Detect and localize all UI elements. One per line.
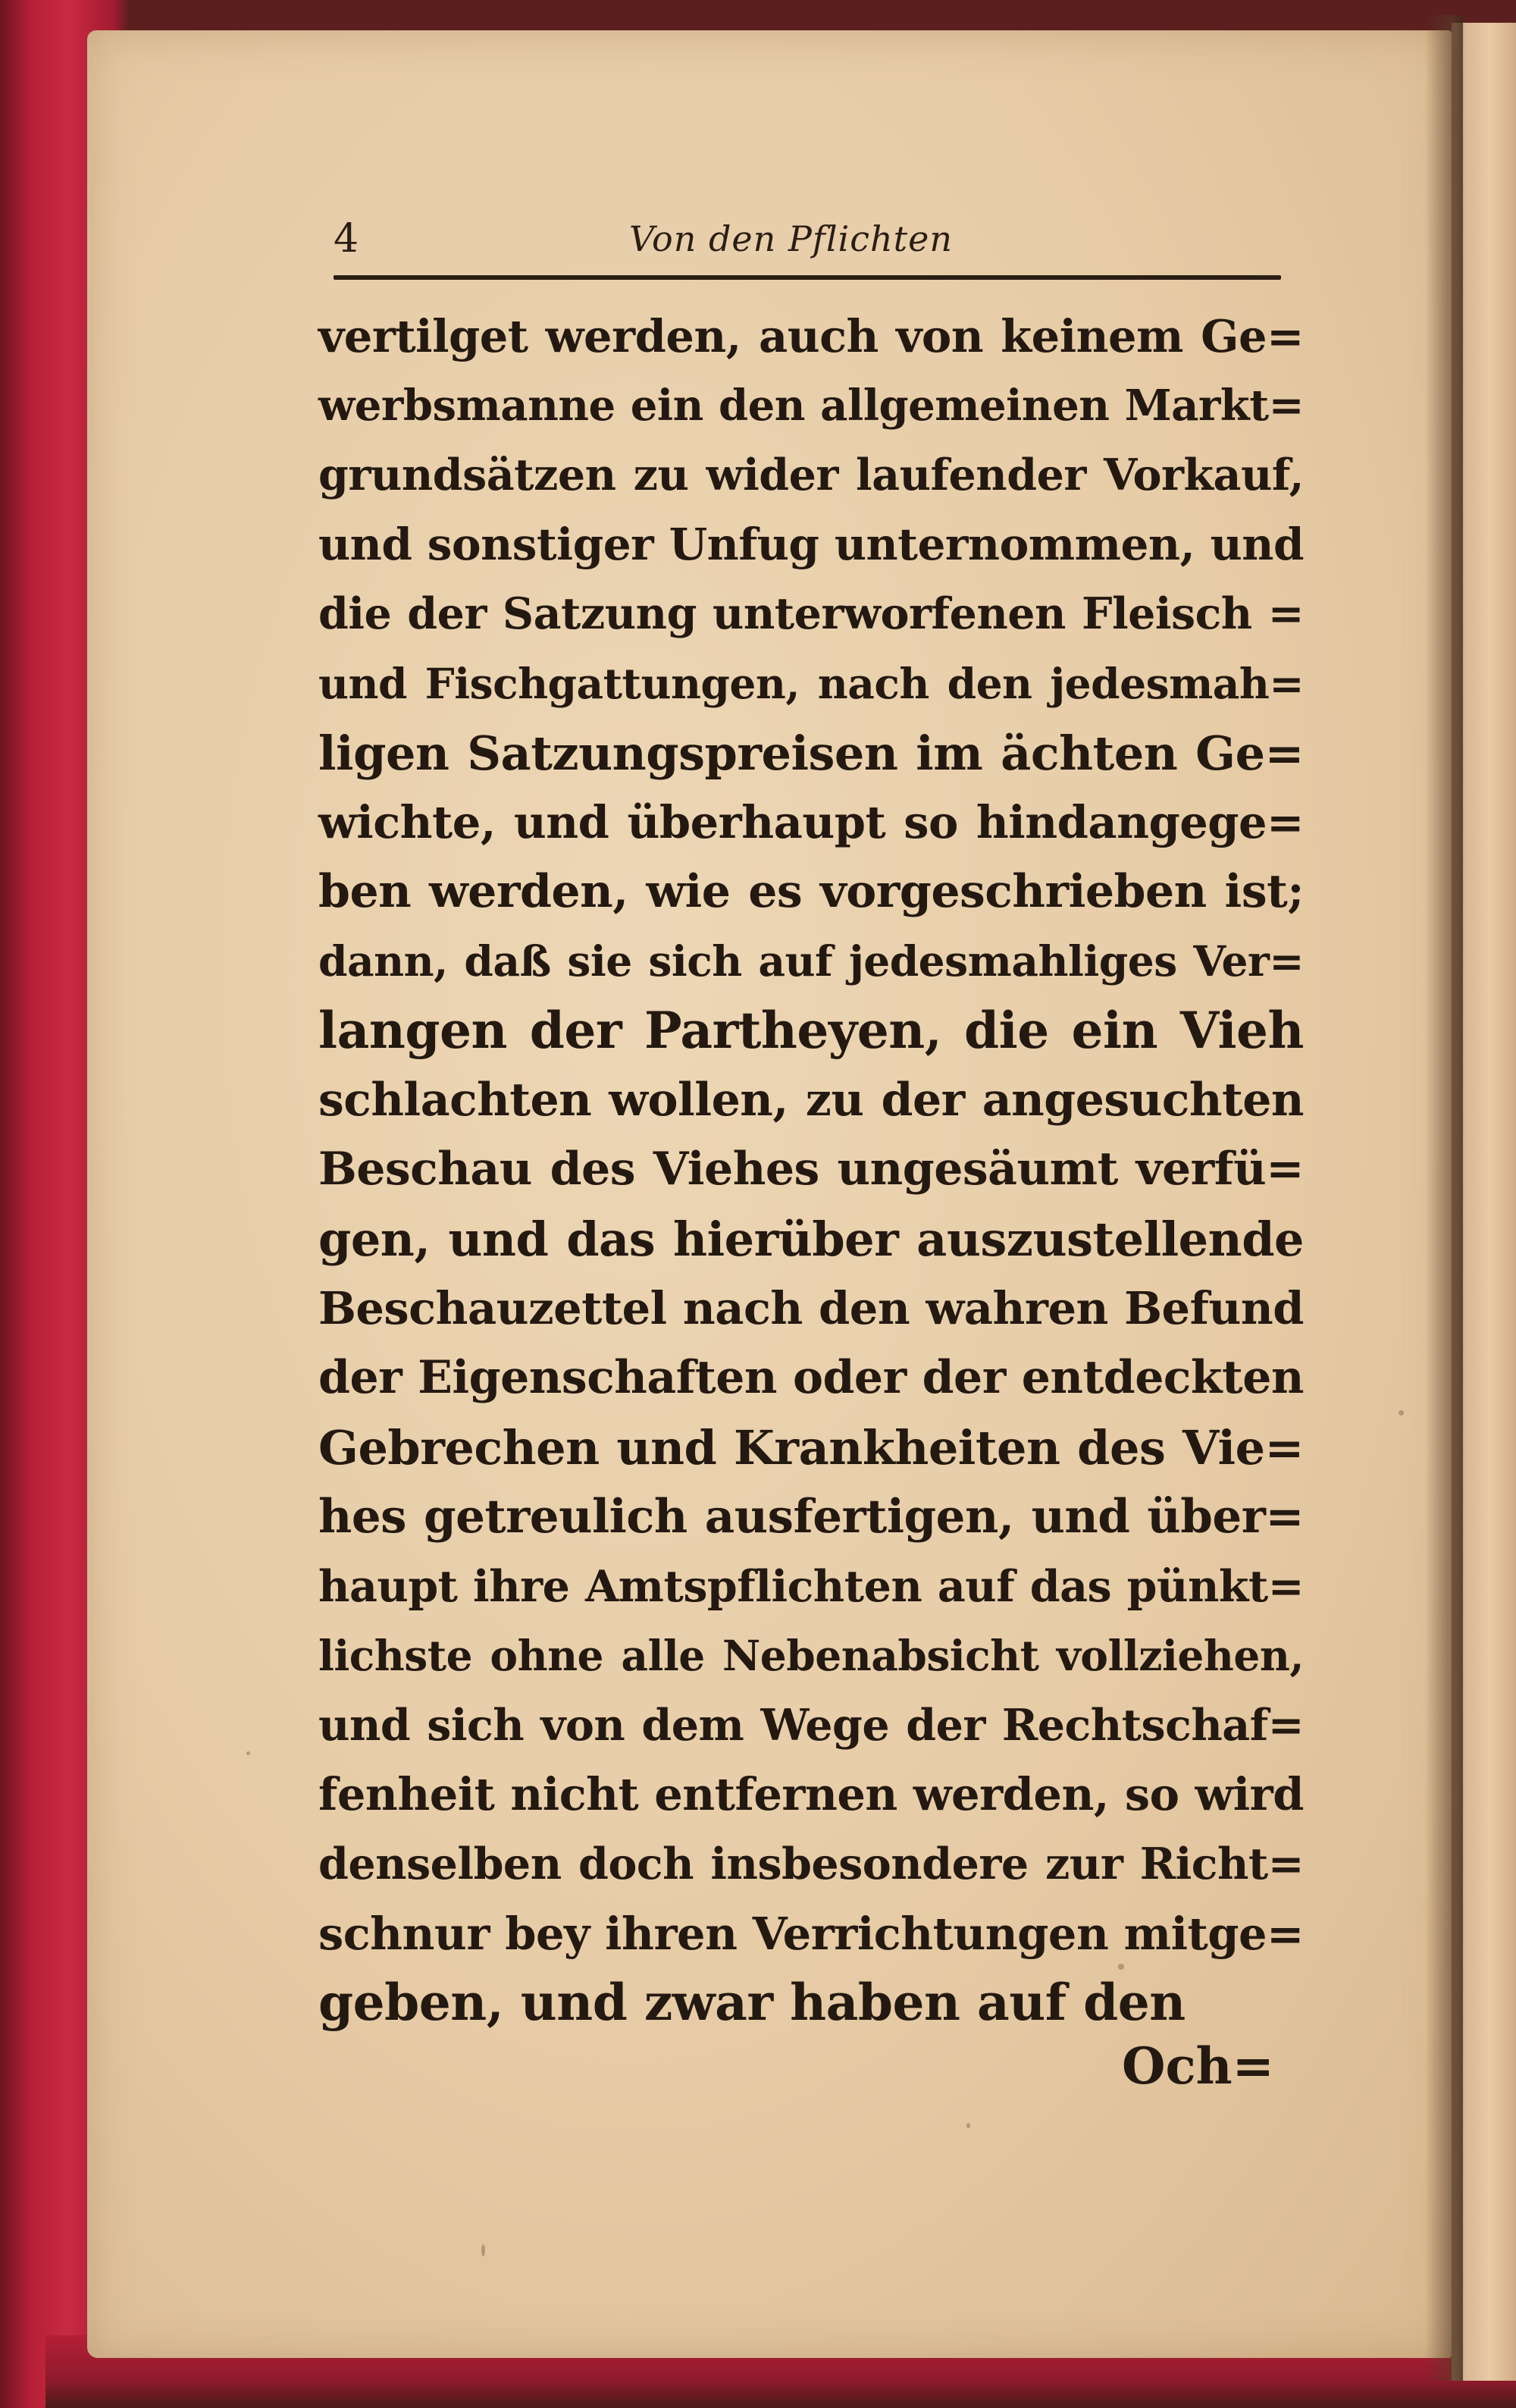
text-line: denselben doch insbesondere zur Richt= [318,1839,1304,1890]
paper-speck [1399,1410,1404,1416]
text-line: schlachten wollen, zu der angesuchten [318,1073,1304,1127]
text-line: lichste ohne alle Nebenabsicht vollziehen, [318,1631,1304,1681]
text-line: die der Satzung unterworfenen Fleisch = [318,588,1304,640]
paper-speck [481,2244,485,2256]
text-line: haupt ihre Amtspflichten auf das pünkt= [318,1560,1304,1612]
text-line: dann, daß sie sich auf jedesmahliges Ver= [318,936,1304,986]
text-line: Gebrechen und Krankheiten des Vie= [318,1419,1304,1475]
text-line: Beschauzettel nach den wahren Befund [318,1282,1304,1335]
text-line: vertilget werden, auch von keinem Ge= [318,310,1304,362]
text-line: ben werden, wie es vorgeschrieben ist; [318,864,1304,918]
text-line: und sich von dem Wege der Rechtschaf= [318,1699,1304,1751]
running-head [334,212,1281,265]
running-head-title: Von den Pflichten [629,218,953,259]
text-line: ligen Satzungspreisen im ächten Ge= [318,725,1304,781]
text-line: der Eigenschaften oder der entdeckten [318,1350,1304,1404]
paper-speck [966,2123,970,2128]
catchword: Och= [1122,2036,1274,2096]
text-line: hes getreulich ausfertigen, und über= [318,1490,1304,1544]
text-line: wichte, und überhaupt so hindangege= [318,796,1304,849]
paper-speck [246,1751,250,1755]
text-line: und sonstiger Unfug unternommen, und [318,518,1304,570]
text-line: Beschau des Viehes ungesäumt verfü= [318,1143,1304,1196]
text-line: langen der Partheyen, die ein Vieh [318,1000,1304,1060]
gutter-shadow [1425,15,1463,2381]
head-rule [334,275,1281,280]
page-number: 4 [334,216,359,262]
text-line: gen, und das hierüber auszustellende [318,1211,1304,1267]
text-line: fenheit nicht entfernen werden, so wird [318,1768,1304,1821]
text-line: grundsätzen zu wider laufender Vorkauf, [318,450,1304,501]
body-text [318,302,1304,2038]
text-line: schnur bey ihren Verrichtungen mitge= [318,1907,1304,1960]
text-line: geben, und zwar haben auf den [318,1973,1186,2033]
text-line: werbsmanne ein den allgemeinen Markt= [318,380,1304,431]
text-line: und Fischgattungen, nach den jedesmah= [318,658,1304,708]
